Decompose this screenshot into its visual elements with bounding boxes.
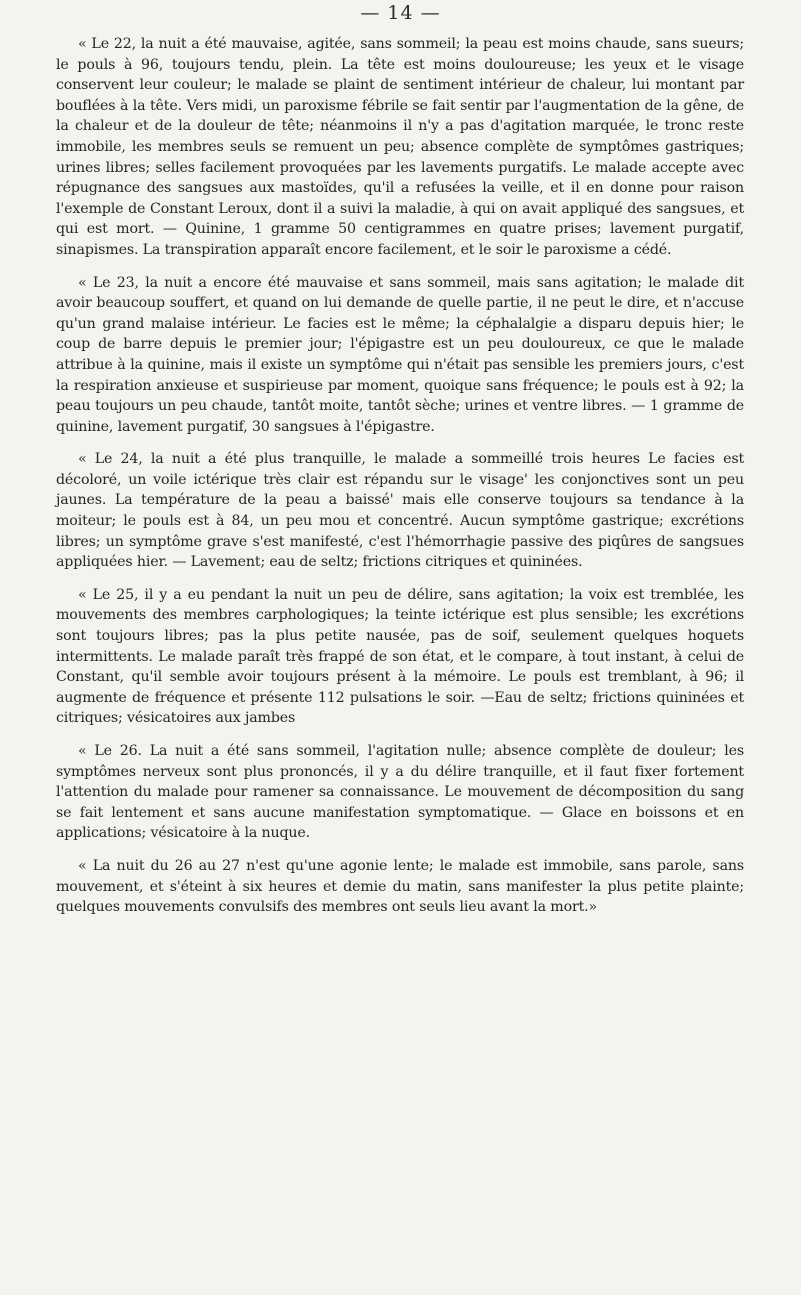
page-number: — 14 —: [360, 2, 441, 24]
body-text: [56, 34, 744, 930]
paragraph-day-24: « Le 24, la nuit a été plus tranquille, le malade a sommeillé trois heures Le facies est décoloré, un voile ictérique très clair est répandu sur le visage' les conjonctives sont un peu jaunes. La température de la peau a baissé' mais elle conserve toujours sa tendance à la moiteur; le pouls est à 84, un peu mou et concentré. Aucun symptôme gastrique; excrétions libres; un symptôme grave s'est manifesté, c'est l'hémorrhagie passive des piqûres de sangsues appliquées hier. — Lavement; eau de seltz; frictions citriques et quininées.: [56, 451, 744, 571]
paragraph-day-25: « Le 25, il y a eu pendant la nuit un peu de délire, sans agitation; la voix est tremblée, les mouvements des membres carphologiques; la teinte ictérique est plus sensible; les excrétions sont toujours libres; pas la plus petite nausée, pas de soif, seulement quelques hoquets intermittents. Le malade paraît très frappé de son état, et le compare, à tout instant, à celui de Constant, qu'il semble avoir toujours présent à la mémoire. Le pouls est tremblant, à 96; il augmente de fréquence et présente 112 pulsations le soir. —Eau de seltz; frictions quininées et citriques; vésicatoires aux jambes: [56, 586, 744, 727]
paragraph-day-23: « Le 23, la nuit a encore été mauvaise et sans sommeil, mais sans agitation; le malade dit avoir beaucoup souffert, et quand on lui demande de quelle partie, il ne peut le dire, et n'accuse qu'un grand malaise intérieur. Le facies est le même; la céphalalgie a disparu depuis hier; le coup de barre depuis le premier jour; l'épigastre est un peu douloureux, ce que le malade attribue à la quinine, mais il existe un symptôme qui n'était pas sensible les premiers jours, c'est la respiration anxieuse et suspirieuse par moment, quoique sans fréquence; le pouls est à 92; la peau toujours un peu chaude, tantôt moite, tantôt sèche; urines et ventre libres. — 1 gramme de quinine, lavement purgatif, 30 sangsues à l'épigastre.: [56, 274, 744, 435]
paragraph-day-26: « Le 26. La nuit a été sans sommeil, l'agitation nulle; absence complète de douleur; les symptômes nerveux sont plus prononcés, il y a du délire tranquille, et il faut fixer fortement l'attention du malade pour ramener sa connaissance. Le mouvement de décomposition du sang se fait lentement et sans aucune manifestation symptomatique. — Glace en boissons et en applications; vésicatoire à la nuque.: [56, 743, 744, 842]
paragraph-day-22: « Le 22, la nuit a été mauvaise, agitée, sans sommeil; la peau est moins chaude, sans sueurs; le pouls à 96, toujours tendu, plein. La tête est moins douloureuse; les yeux et le visage conservent leur couleur; le malade se plaint de sentiment intérieur de chaleur, lui montant par bouflées à la tête. Vers midi, un paroxisme fébrile se fait sentir par l'augmentation de la gêne, de la chaleur et de la douleur de tête; néanmoins il n'y a pas d'agitation marquée, le tronc reste immobile, les membres seuls se remuent un peu; absence complète de symptômes gastriques; urines libres; selles facilement provoquées par les lavements purgatifs. Le malade accepte avec répugnance des sangsues aux mastoïdes, qu'il a refusées la veille, et il en donne pour raison l'exemple de Constant Leroux, dont il a suivi la maladie, à qui on avait appliqué des sangsues, et qui est mort. — Quinine, 1 gramme 50 centigrammes en quatre prises; lavement purgatif, sinapismes. La transpiration apparaît encore facilement, et le soir le paroxisme a cédé.: [56, 36, 744, 258]
paragraph-night-26-27: « La nuit du 26 au 27 n'est qu'une agonie lente; le malade est immobile, sans parole, sans mouvement, et s'éteint à six heures et demie du matin, sans manifester la plus petite plainte; quelques mouvements convulsifs des membres ont seuls lieu avant la mort.»: [56, 857, 744, 916]
